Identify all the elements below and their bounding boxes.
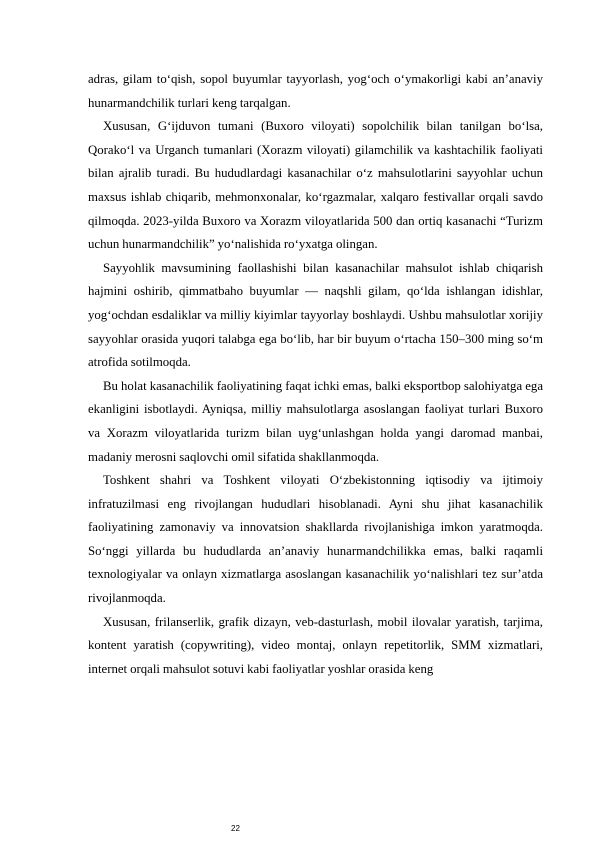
document-body xyxy=(88,68,543,681)
paragraph-continuation: adras, gilam to‘qish, sopol buyumlar tayyorlash, yog‘och o‘ymakorligi kabi an’anaviy hunarmandchilik turlari keng tarqalgan. xyxy=(88,72,543,110)
paragraph-freelancing: Xususan, frilanserlik, grafik dizayn, veb-dasturlash, mobil ilovalar yaratish, tarjima, kontent yaratish (copywriting), video montaj, onlayn repetitorlik, SMM xizmatlari, internet orqali mahsulot sotuvi kabi faoliyatlar yoshlar orasida keng xyxy=(88,614,543,676)
paragraph-gijduvon: Xususan, G‘ijduvon tumani (Buxoro viloyati) sopolchilik bilan tanilgan bo‘lsa, Qorako‘l va Urganch tumanlari (Xorazm viloyati) gilamchilik va kashtachilik faoliyati bilan ajralib turadi. Bu hududlardagi kasanachilar o‘z mahsulotlarini sayyohlar uchun maxsus ishlab chiqarib, mehmonxonalar, ko‘rgazmalar, xalqaro festivallar orqali savdo qilmoqda. 2023-yilda Buxoro va Xorazm viloyatlarida 500 dan ortiq kasanachi “Turizm uchun hunarmandchilik” yo‘nalishida ro‘yxatga olingan. xyxy=(88,119,543,252)
page-number: 22 xyxy=(231,824,240,833)
paragraph-tashkent: Toshkent shahri va Toshkent viloyati O‘zbekistonning iqtisodiy va ijtimoiy infratuzilmasi eng rivojlangan hududlari hisoblanadi. Ayni shu jihat kasanachilik faoliyatining zamonaviy va innovatsion shakllarda rivojlanishiga imkon yaratmoqda. So‘nggi yillarda bu hududlarda an’anaviy hunarmandchilikka emas, balki raqamli texnologiyalar va onlayn xizmatlarga asoslangan kasanachilik yo‘nalishlari tez sur’atda rivojlanmoqda. xyxy=(88,473,543,606)
paragraph-tourist-season: Sayyohlik mavsumining faollashishi bilan kasanachilar mahsulot ishlab chiqarish hajmini oshirib, qimmatbaho buyumlar — naqshli gilam, qo‘lda ishlangan idishlar, yog‘ochdan esdaliklar va milliy kiyimlar tayyorlay boshlaydi. Ushbu mahsulotlar xorijiy sayyohlar orasida yuqori talabga ega bo‘lib, har bir buyum o‘rtacha 150–300 ming so‘m atrofida sotilmoqda. xyxy=(88,260,543,370)
paragraph-export-potential: Bu holat kasanachilik faoliyatining faqat ichki emas, balki eksportbop salohiyatga ega ekanligini isbotlaydi. Ayniqsa, milliy mahsulotlarga asoslangan faoliyat turlari Buxoro va Xorazm viloyatlarida turizm bilan uyg‘unlashgan holda yangi daromad manbai, madaniy merosni saqlovchi omil sifatida shakllanmoqda. xyxy=(88,378,543,464)
